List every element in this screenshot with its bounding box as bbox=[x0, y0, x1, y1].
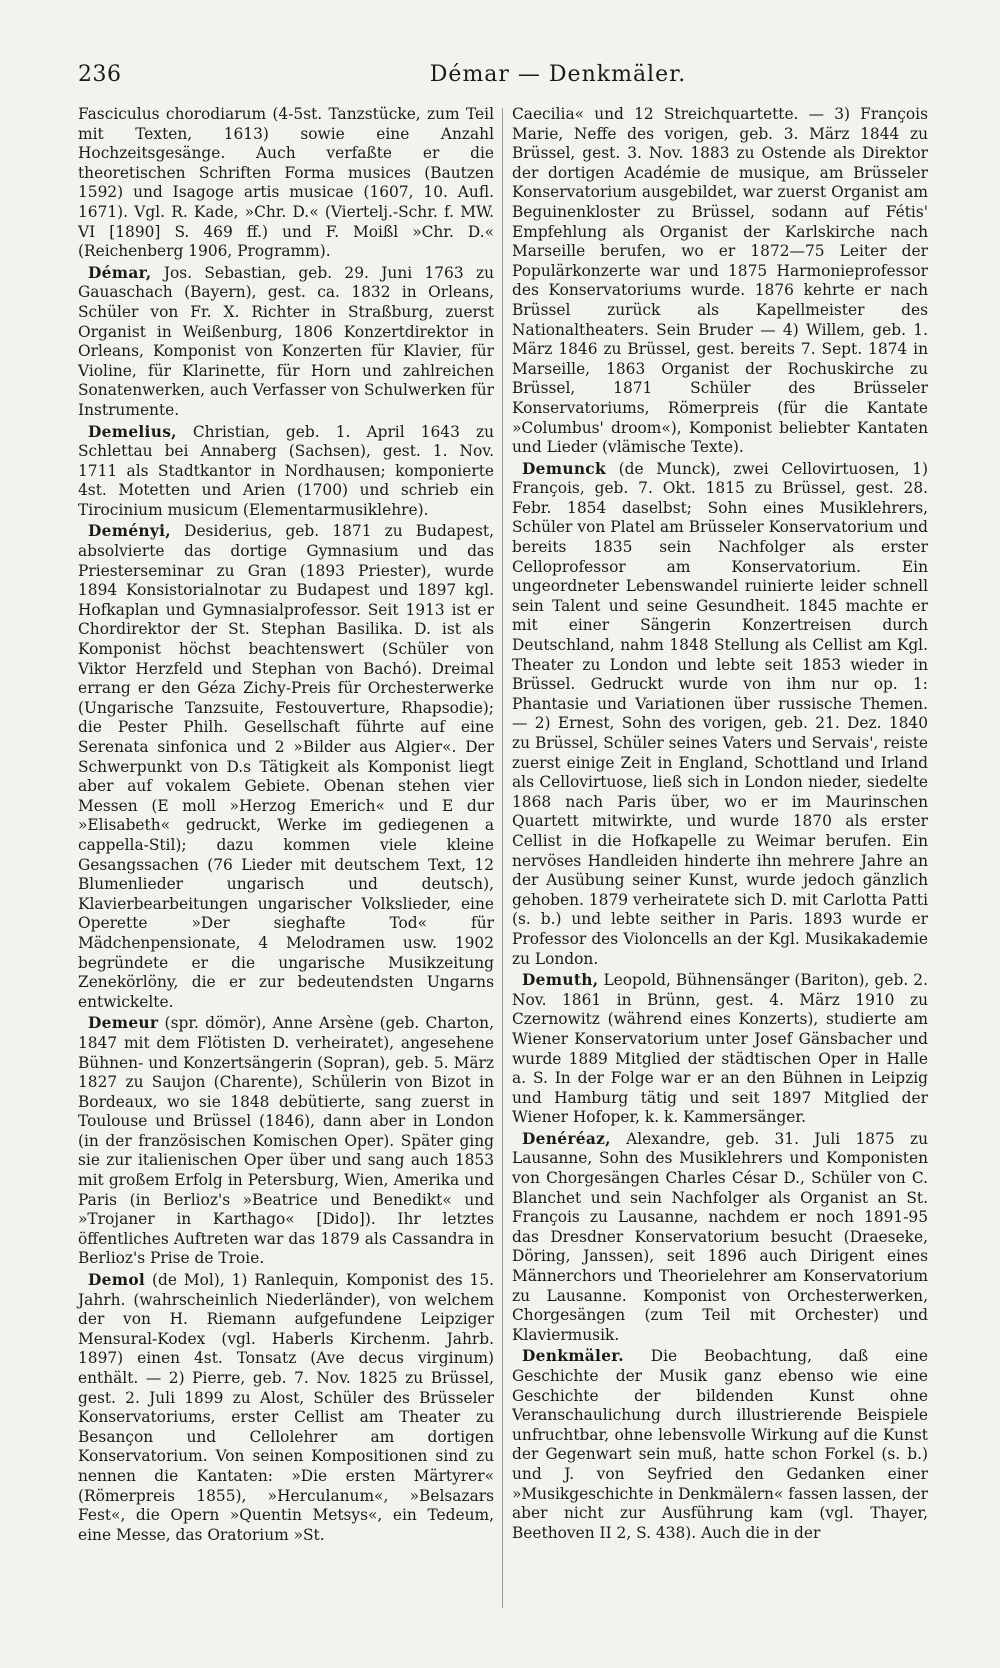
entry-text: Alexandre, geb. 31. Juli 1875 zu Lausanne, Sohn des Musiklehrers und Komponisten von Chorgesängen Charles César D., Schüler von C. Blanchet und sein Nachfolger als Organist an St. François zu Lausanne, nachdem er noch 1891-95 das Dresdner Konservatorium besucht (Draeseke, Döring, Janssen), seit 1896 auch Dirigent eines Männerchors und Theorielehrer am Konservatorium zu Lausanne. Komponist von Orchesterwerken, Chorgesängen (zum Teil mit Orchester) und Klaviermusik. bbox=[512, 1129, 928, 1344]
headword: Demuth, bbox=[522, 971, 599, 990]
entry-demar bbox=[78, 264, 494, 421]
page-number: 236 bbox=[78, 62, 122, 87]
headword: Demol bbox=[88, 1271, 146, 1290]
headword: Deményi, bbox=[88, 522, 171, 541]
entry-demelius bbox=[78, 423, 494, 521]
entry-continuation bbox=[78, 105, 494, 262]
headword: Démar, bbox=[88, 263, 152, 282]
page-header bbox=[78, 62, 926, 102]
entry-text: Fasciculus chorodiarum (4-5st. Tanzstücke, zum Teil mit Texten, 1613) sowie eine Anzahl Hochzeitsgesänge. Auch verfaßte er die theoretischen Schriften Forma musices (Bautzen 1592) und Isagoge artis musicae (1607, 10. Aufl. 1671). Vgl. R. Kade, »Chr. D.« (Viertelj.-Schr. f. MW. VI [1890] S. 469 ff.) und F. Moißl »Chr. D.« (Reichenberg 1906, Programm). bbox=[78, 105, 494, 261]
entry-text: (de Mol), 1) Ranlequin, Komponist des 15. Jahrh. (wahrscheinlich Niederländer), von welchem der von H. Riemann aufgefundene Leipziger Mensural-Kodex (vgl. Haberls Kirchenm. Jahrb. 1897) einen 4st. Tonsatz (Ave decus virginum) enthält. — 2) Pierre, geb. 7. Nov. 1825 zu Brüssel, gest. 2. Juli 1899 zu Alost, Schüler des Brüsseler Konservatoriums, erster Cellist am Theater zu Besançon und Cellolehrer am dortigen Konservatorium. Von seinen Kompositionen sind zu nennen die Kantaten: »Die ersten Märtyrer« (Römerpreis 1855), »Herculanum«, »Belsazars Fest«, die Opern »Quentin Metsys«, ein Tedeum, eine Messe, das Oratorium »St. bbox=[78, 1271, 494, 1544]
entry-denkmaeler bbox=[512, 1347, 928, 1543]
entry-text: Caecilia« und 12 Streichquartette. — 3) François Marie, Neffe des vorigen, geb. 3. März 1844 zu Brüssel, gest. 3. Nov. 1883 zu Ostende als Direktor der dortigen Académie de musique, am Brüsseler Konservatorium ausgebildet, war zuerst Organist am Beguinenkloster zu Brüssel, sodann auf Fétis' Empfehlung als Organist der Karlskirche nach Marseille berufen, wo er 1872—75 Leiter der Populärkonzerte war und 1875 Harmonieprofessor des Konservatoriums wurde. 1876 kehrte er nach Brüssel zurück als Kapellmeister des Nationaltheaters. Sein Bruder — 4) Willem, geb. 1. März 1846 zu Brüssel, gest. bereits 7. Sept. 1874 in Marseille, 1863 Organist der Rochuskirche zu Brüssel, 1871 Schüler des Brüsseler Konservatoriums, Römerpreis (für die Kantate »Columbus' droom«), Komponist beliebter Kantaten und Lieder (vlämische Texte). bbox=[512, 105, 928, 457]
column-divider bbox=[502, 108, 503, 1608]
headword: Denéréaz, bbox=[522, 1129, 611, 1148]
entry-continuation bbox=[512, 105, 928, 458]
headword: Denkmäler. bbox=[522, 1347, 624, 1366]
headword: Demunck bbox=[522, 459, 606, 478]
running-head: Démar — Denkmäler. bbox=[429, 62, 687, 87]
entry-demenyi bbox=[78, 522, 494, 1012]
headword: Demeur bbox=[88, 1014, 159, 1033]
entry-demol bbox=[78, 1271, 494, 1545]
entry-text: (spr. dömör), Anne Arsène (geb. Charton, 1847 mit dem Flötisten D. verheiratet), angesehene Bühnen- und Konzertsängerin (Sopran), geb. 5. März 1827 zu Saujon (Charente), Schülerin von Bizot in Bordeaux, wo sie 1848 debütierte, sang zuerst in Toulouse und Brüssel (1846), dann aber in London (in der französischen Komischen Oper). Später ging sie zur italienischen Oper über und sang auch 1853 mit großem Erfolg in Petersburg, Wien, Amerika und Paris (in Berlioz's »Beatrice und Benedikt« und »Trojaner in Karthago« [Dido]). Ihr letztes öffentliches Auftreten war das 1879 als Cassandra in Berlioz's Prise de Troie. bbox=[78, 1014, 494, 1268]
entry-text: (de Munck), zwei Cellovirtuosen, 1) François, geb. 7. Okt. 1815 zu Brüssel, gest. 28. Febr. 1854 daselbst; Sohn eines Musiklehrers, Schüler von Platel am Brüsseler Konservatorium und bereits 1835 sein Nachfolger als erster Celloprofessor am Konservatorium. Ein ungeordneter Lebenswandel ruinierte leider schnell sein Talent und seine Gesundheit. 1845 machte er mit einer Sängerin Konzertreisen durch Deutschland, nahm 1848 Stellung als Cellist am Kgl. Theater zu London und lebte seit 1853 wieder in Brüssel. Gedruckt wurde von ihm nur op. 1: Phantasie und Variationen über russische Themen. — 2) Ernest, Sohn des vorigen, geb. 21. Dez. 1840 zu Brüssel, Schüler seines Vaters und Servais', reiste zuerst einige Zeit in England, Schottland und Irland als Cellovirtuose, ließ sich in London nieder, siedelte 1868 nach Paris über, wo er im Maurinschen Quartett mitwirkte, und wurde 1870 als erster Cellist in die Hofkapelle zu Weimar berufen. Ein nervöses Handleiden hinderte ihn mehrere Jahre an der Ausübung seiner Kunst, wurde jedoch gänzlich gehoben. 1879 verheiratete sich D. mit Carlotta Patti (s. b.) und lebte seither in Paris. 1893 wurde er Professor des Violoncells an der Kgl. Musikakademie zu London. bbox=[512, 459, 928, 968]
entry-demunck bbox=[512, 460, 928, 969]
left-column bbox=[78, 105, 494, 1615]
entry-demeur bbox=[78, 1014, 494, 1269]
entry-text: Die Beobachtung, daß eine Geschichte der Musik ganz ebenso wie eine Geschichte der bildenden Kunst ohne Veranschaulichung durch illustrierende Beispiele unfruchtbar, ohne lebensvolle Wirkung auf die Kunst der Gegenwart sein muß, hatte schon Forkel (s. b.) und J. von Seyfried den Gedanken einer »Musikgeschichte in Denkmälern« fassen lassen, der aber nicht zur Ausführung kam (vgl. Thayer, Beethoven II 2, S. 438). Auch die in der bbox=[512, 1347, 928, 1542]
entry-denereaz bbox=[512, 1130, 928, 1346]
right-column bbox=[512, 105, 928, 1615]
entry-text: Jos. Sebastian, geb. 29. Juni 1763 zu Gauaschach (Bayern), gest. ca. 1832 in Orleans, Schüler von Fr. X. Richter in Straßburg, zuerst Organist in Weißenburg, 1806 Konzertdirektor in Orleans, Komponist von Konzerten für Klavier, für Violine, für Klarinette, für Horn und zahlreichen Sonatenwerken, auch Verfasser von Schulwerken für Instrumente. bbox=[78, 263, 494, 419]
entry-text: Desiderius, geb. 1871 zu Budapest, absolvierte das dortige Gymnasium und das Priesterseminar zu Gran (1893 Priester), wurde 1894 Konsistorialnotar zu Budapest und 1897 kgl. Hofkaplan und Gymnasialprofessor. Seit 1913 ist er Chordirektor der St. Stephan Basilika. D. ist als Komponist höchst beachtenswert (Schüler von Viktor Herzfeld und Stephan von Bachó). Dreimal errang er den Géza Zichy-Preis für Orchesterwerke (Ungarische Tanzsuite, Festouverture, Rhapsodie); die Pester Philh. Gesellschaft führte auf eine Serenata sinfonica und 2 »Bilder aus Algier«. Der Schwerpunkt von D.s Tätigkeit als Komponist liegt aber auf vokalem Gebiete. Obenan stehen vier Messen (E moll »Herzog Emerich« und E dur »Elisabeth« gedruckt, Werke im gediegenen a cappella-Stil); dazu kommen viele kleine Gesangssachen (76 Lieder mit deutschem Text, 12 Blumenlieder ungarisch und deutsch), Klavierbearbeitungen ungarischer Volkslieder, eine Operette »Der sieghafte Tod« für Mädchenpensionate, 4 Melodramen usw. 1902 begründete er die ungarische Musikzeitung Zenekörlöny, die er zur bedeutendsten Ungarns entwickelte. bbox=[78, 522, 494, 1011]
entry-text: Leopold, Bühnensänger (Bariton), geb. 2. Nov. 1861 in Brünn, gest. 4. März 1910 zu Czernowitz (während eines Konzerts), studierte am Wiener Konservatorium unter Josef Gänsbacher und wurde 1889 Mitglied der städtischen Oper in Halle a. S. In der Folge war er an den Bühnen in Leipzig und Hamburg tätig und seit 1897 Mitglied der Wiener Hofoper, k. k. Kammersänger. bbox=[512, 971, 928, 1127]
headword: Demelius, bbox=[88, 422, 177, 441]
entry-text: Christian, geb. 1. April 1643 zu Schlettau bei Annaberg (Sachsen), gest. 1. Nov. 1711 als Stadtkantor in Nordhausen; komponierte 4st. Motetten und Arien (1700) und schrieb ein Tirocinium musicum (Elementarmusiklehre). bbox=[78, 422, 494, 519]
entry-demuth bbox=[512, 971, 928, 1128]
